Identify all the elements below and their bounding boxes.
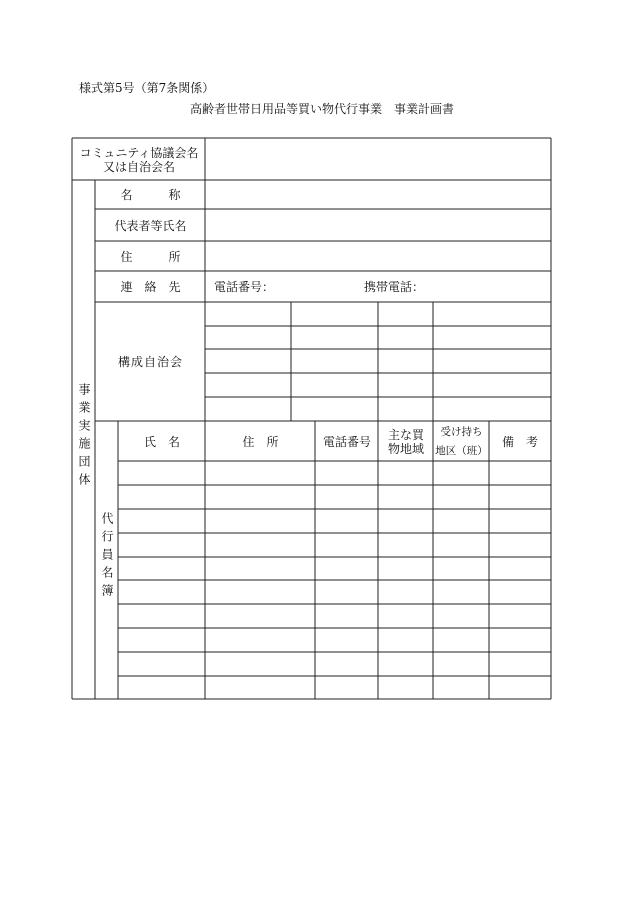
page-title: 高齢者世帯日用品等買い物代行事業 事業計画書 [190, 102, 455, 116]
agent-row-7-cell-6[interactable] [490, 605, 551, 628]
association-row-3-cell-4[interactable] [434, 350, 550, 373]
agent-row-8-cell-4[interactable] [379, 629, 433, 652]
agent-header-district-line-2: 地区（班） [435, 444, 488, 457]
agent-row-10-cell-2[interactable] [206, 677, 315, 699]
phone-label: 電話番号： [214, 280, 275, 294]
agent-row-1-cell-2[interactable] [206, 462, 315, 485]
contact-label: 連 絡 先 [120, 280, 181, 294]
association-row-3-cell-1[interactable] [206, 350, 291, 373]
agent-row-9-cell-4[interactable] [379, 653, 433, 676]
agent-row-4-cell-6[interactable] [490, 534, 551, 557]
agent-row-5-cell-6[interactable] [490, 558, 551, 580]
association-row-2-cell-1[interactable] [206, 327, 291, 349]
agent-row-1-cell-6[interactable] [490, 462, 551, 485]
association-row-4-cell-4[interactable] [434, 374, 550, 397]
association-row-2-cell-3[interactable] [379, 327, 433, 349]
agent-row-1-cell-5[interactable] [434, 462, 489, 485]
agent-row-5-cell-4[interactable] [379, 558, 433, 580]
agent-row-8-cell-2[interactable] [206, 629, 315, 652]
association-row-2-cell-4[interactable] [434, 327, 550, 349]
agent-row-9-cell-5[interactable] [434, 653, 489, 676]
agent-row-1-cell-4[interactable] [379, 462, 433, 485]
agent-row-5-cell-2[interactable] [206, 558, 315, 580]
agent-row-6-cell-6[interactable] [490, 581, 551, 604]
agent-row-7-cell-5[interactable] [434, 605, 489, 628]
community-value-field[interactable] [206, 139, 550, 180]
agent-row-3-cell-3[interactable] [316, 510, 378, 533]
phone-value-field[interactable] [288, 272, 360, 302]
representative-label: 代表者等氏名 [114, 218, 187, 233]
agent-row-6-cell-2[interactable] [206, 581, 315, 604]
agent-row-8-cell-6[interactable] [490, 629, 551, 652]
address-label: 住 所 [120, 249, 181, 264]
agent-row-7-cell-2[interactable] [206, 605, 315, 628]
mobile-label: 携帯電話： [364, 280, 425, 294]
agent-row-6-cell-5[interactable] [434, 581, 489, 604]
agent-header-shopping-area [379, 422, 433, 461]
agent-row-8-cell-5[interactable] [434, 629, 489, 652]
agent-row-4-cell-3[interactable] [316, 534, 378, 557]
representative-value-field[interactable] [206, 210, 550, 241]
agent-header-district-line-1: 受け持ち [440, 425, 483, 438]
association-row-5-cell-2[interactable] [292, 398, 378, 421]
agent-row-3-cell-2[interactable] [206, 510, 315, 533]
agent-row-10-cell-6[interactable] [490, 677, 551, 699]
agent-row-2-cell-6[interactable] [490, 486, 551, 509]
association-row-4-cell-2[interactable] [292, 374, 378, 397]
association-row-4-cell-3[interactable] [379, 374, 433, 397]
agent-row-9-cell-6[interactable] [490, 653, 551, 676]
agent-row-6-cell-1[interactable] [119, 581, 205, 604]
agent-row-4-cell-2[interactable] [206, 534, 315, 557]
agent-row-4-cell-4[interactable] [379, 534, 433, 557]
agent-row-2-cell-2[interactable] [206, 486, 315, 509]
agent-row-3-cell-4[interactable] [379, 510, 433, 533]
agent-row-3-cell-5[interactable] [434, 510, 489, 533]
association-row-3-cell-3[interactable] [379, 350, 433, 373]
agent-row-5-cell-3[interactable] [316, 558, 378, 580]
organization-vertical-label: 事業実施団体 [77, 383, 91, 491]
association-row-2-cell-2[interactable] [292, 327, 378, 349]
agent-header-shopping-line-2: 物地域 [387, 441, 424, 456]
member-associations-label: 構成自治会 [117, 355, 183, 369]
agent-header-district [434, 422, 489, 461]
name-label: 名 称 [120, 188, 181, 202]
agent-row-1-cell-1[interactable] [119, 462, 205, 485]
agent-row-5-cell-5[interactable] [434, 558, 489, 580]
association-row-4-cell-1[interactable] [206, 374, 291, 397]
community-label-line-2: 又は自治会名 [102, 159, 175, 174]
agent-row-9-cell-2[interactable] [206, 653, 315, 676]
address-value-field[interactable] [206, 242, 550, 271]
agent-header-remarks: 備 考 [501, 434, 538, 449]
agent-row-2-cell-3[interactable] [316, 486, 378, 509]
form-number: 様式第5号（第7条関係） [79, 81, 215, 95]
agent-row-4-cell-5[interactable] [434, 534, 489, 557]
agent-row-7-cell-4[interactable] [379, 605, 433, 628]
association-row-1-cell-3[interactable] [379, 303, 433, 326]
association-row-1-cell-4[interactable] [434, 303, 550, 326]
agent-row-3-cell-6[interactable] [490, 510, 551, 533]
agent-roster-vertical-label: 代行員名簿 [100, 512, 114, 602]
agent-row-6-cell-4[interactable] [379, 581, 433, 604]
association-row-5-cell-4[interactable] [434, 398, 550, 421]
name-value-field[interactable] [206, 181, 550, 209]
agent-row-10-cell-3[interactable] [316, 677, 378, 699]
community-label [73, 139, 205, 180]
association-row-3-cell-2[interactable] [292, 350, 378, 373]
community-label-line-1: コミュニティ協議会名 [79, 145, 199, 160]
agent-row-7-cell-1[interactable] [119, 605, 205, 628]
agent-header-shopping-line-1: 主な買 [387, 427, 424, 442]
agent-row-1-cell-3[interactable] [316, 462, 378, 485]
agent-row-9-cell-1[interactable] [119, 653, 205, 676]
agent-row-9-cell-3[interactable] [316, 653, 378, 676]
agent-row-8-cell-1[interactable] [119, 629, 205, 652]
agent-row-10-cell-1[interactable] [119, 677, 205, 699]
agent-row-6-cell-3[interactable] [316, 581, 378, 604]
agent-row-10-cell-5[interactable] [434, 677, 489, 699]
agent-row-10-cell-4[interactable] [379, 677, 433, 699]
agent-row-8-cell-3[interactable] [316, 629, 378, 652]
agent-row-4-cell-1[interactable] [119, 534, 205, 557]
agent-row-2-cell-5[interactable] [434, 486, 489, 509]
agent-row-7-cell-3[interactable] [316, 605, 378, 628]
agent-row-2-cell-4[interactable] [379, 486, 433, 509]
agent-row-3-cell-1[interactable] [119, 510, 205, 533]
mobile-value-field[interactable] [442, 272, 550, 302]
agent-row-5-cell-1[interactable] [119, 558, 205, 580]
agent-row-2-cell-1[interactable] [119, 486, 205, 509]
association-row-1-cell-2[interactable] [292, 303, 378, 326]
agent-header-name: 氏 名 [143, 434, 180, 449]
association-row-5-cell-1[interactable] [206, 398, 291, 421]
association-row-5-cell-3[interactable] [379, 398, 433, 421]
association-row-1-cell-1[interactable] [206, 303, 291, 326]
agent-header-address: 住 所 [242, 434, 279, 449]
agent-header-phone: 電話番号 [322, 434, 371, 449]
